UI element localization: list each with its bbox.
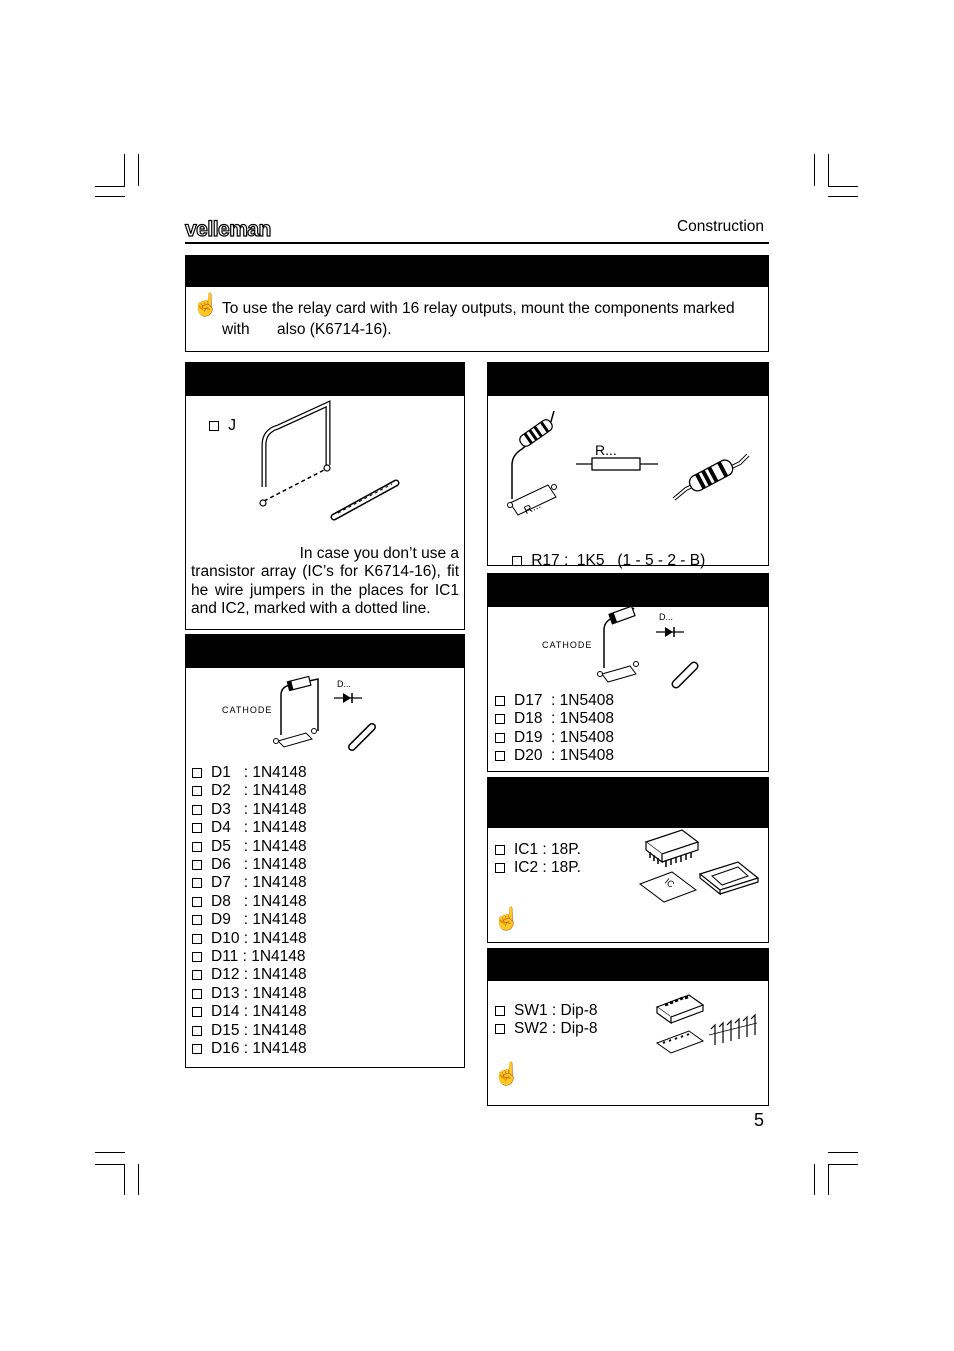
- dip-switch-box: [487, 948, 769, 1106]
- list-item: [192, 1040, 307, 1058]
- list-item: [192, 893, 307, 911]
- ic-socket-header-bar: [488, 778, 768, 828]
- checkbox[interactable]: [192, 1026, 202, 1036]
- jumper-item: [192, 399, 236, 454]
- list-item-label: D3 : 1N4148: [211, 800, 307, 818]
- jumper-note-line-4: and IC2, marked with a dotted line.: [191, 600, 431, 618]
- list-item-label: SW1 : Dip-8: [514, 1002, 598, 1019]
- checkbox[interactable]: [192, 878, 202, 888]
- notice-line-2b: also (K6714-16).: [277, 321, 392, 338]
- list-item-label: D1 : 1N4148: [211, 764, 307, 781]
- dip-switch-list: [495, 1002, 598, 1039]
- list-item-label: D17 : 1N5408: [514, 692, 614, 709]
- list-item: [192, 764, 307, 782]
- list-item-label: D18 : 1N5408: [514, 710, 614, 728]
- resistor-box: [487, 362, 769, 570]
- list-item-label: D19 : 1N5408: [514, 728, 614, 746]
- diode-illustration: [266, 671, 386, 757]
- notice-header-bar: [186, 256, 768, 287]
- checkbox[interactable]: [192, 860, 202, 870]
- list-item: [495, 710, 614, 728]
- list-item: [495, 1020, 598, 1038]
- checkbox[interactable]: [192, 805, 202, 815]
- checkbox[interactable]: [192, 842, 202, 852]
- list-item-label: D4 : 1N4148: [211, 819, 307, 837]
- checkbox[interactable]: [192, 952, 202, 962]
- list-item-label: SW2 : Dip-8: [514, 1020, 598, 1038]
- power-diode-box: [487, 573, 769, 772]
- brand-logo: [185, 218, 271, 242]
- ic-pcb-label: IC: [662, 876, 677, 890]
- diode-list: [192, 764, 307, 1059]
- list-item: [192, 1003, 307, 1021]
- checkbox[interactable]: [192, 970, 202, 980]
- resistor-pcb-label: R...: [522, 499, 543, 517]
- diode-symbol-icon: [656, 626, 684, 638]
- checkbox[interactable]: [192, 989, 202, 999]
- list-item-label: D15 : 1N4148: [211, 1021, 307, 1039]
- ic-socket-list: [495, 841, 581, 878]
- list-item: [192, 819, 307, 837]
- pointing-hand-icon: ☝: [192, 292, 220, 317]
- resistor-item-label: R17 : 1K5 (1 - 5 - 2 - B): [531, 552, 706, 570]
- list-item-label: D16 : 1N4148: [211, 1040, 307, 1058]
- list-item: [192, 911, 307, 929]
- checkbox[interactable]: [192, 768, 202, 778]
- list-item: [192, 966, 307, 984]
- checkbox[interactable]: [192, 915, 202, 925]
- checkbox[interactable]: [192, 934, 202, 944]
- list-item-label: IC1 : 18P.: [514, 841, 581, 858]
- header-rule: [185, 242, 769, 244]
- section-title: Construction: [676, 218, 764, 235]
- jumper-wire-illustration: [246, 395, 416, 525]
- list-item: [192, 801, 307, 819]
- dip-switch-illustration: [653, 989, 765, 1059]
- checkbox[interactable]: [495, 714, 505, 724]
- list-item: [495, 1002, 598, 1020]
- checkbox[interactable]: [495, 696, 505, 706]
- list-item-label: D11 : 1N4148: [211, 948, 306, 966]
- checkbox[interactable]: [512, 556, 522, 566]
- list-item-label: D8 : 1N4148: [211, 892, 307, 910]
- checkbox[interactable]: [192, 1007, 202, 1017]
- jumper-header-bar: [186, 363, 464, 396]
- list-item: [495, 841, 581, 859]
- list-item: [192, 948, 307, 966]
- checkbox[interactable]: [495, 751, 505, 761]
- notice-line-2a: with: [222, 321, 250, 338]
- list-item: [192, 930, 307, 948]
- list-item-label: D20 : 1N5408: [514, 747, 614, 765]
- list-item: [495, 692, 614, 710]
- pointing-hand-icon: ☝: [493, 1061, 521, 1086]
- jumper-note-line-1: In case you don’t use a: [299, 545, 459, 562]
- list-item: [192, 985, 307, 1003]
- ic-socket-box: [487, 777, 769, 943]
- list-item-label: D7 : 1N4148: [211, 874, 307, 892]
- list-item: [495, 729, 614, 747]
- diode-header-bar: [186, 635, 464, 668]
- power-diode-list: [495, 692, 614, 766]
- resistor-symbol-label: R...: [595, 442, 617, 458]
- list-item-label: D14 : 1N4148: [211, 1003, 307, 1021]
- notice-box: [185, 255, 769, 352]
- checkbox[interactable]: [495, 863, 505, 873]
- cathode-label: CATHODE: [542, 640, 593, 650]
- diode-symbol-label: D...: [337, 679, 352, 689]
- jumper-note-line-2: transistor array (IC’s for K6714-16), fit: [191, 563, 459, 581]
- list-item: [192, 838, 307, 856]
- jumper-note: [191, 545, 459, 619]
- page-number: 5: [754, 1110, 765, 1130]
- resistor-header-bar: [488, 363, 768, 396]
- resistor-mounted-icon: [670, 443, 754, 505]
- list-item-label: IC2 : 18P.: [514, 859, 581, 877]
- power-diode-header-bar: [488, 574, 768, 607]
- checkbox[interactable]: [192, 897, 202, 907]
- list-item: [192, 782, 307, 800]
- jumper-note-line-3: he wire jumpers in the places for IC1: [191, 581, 459, 599]
- list-item-label: D2 : 1N4148: [211, 782, 307, 800]
- checkbox[interactable]: [495, 845, 505, 855]
- resistor-symbol-icon: [576, 457, 658, 471]
- diode-box: [185, 634, 465, 1068]
- checkbox[interactable]: [209, 421, 219, 431]
- checkbox[interactable]: [192, 1044, 202, 1054]
- checkbox[interactable]: [192, 786, 202, 796]
- checkbox[interactable]: [495, 1024, 505, 1034]
- list-item: [192, 1022, 307, 1040]
- list-item-label: D6 : 1N4148: [211, 856, 307, 874]
- list-item-label: D12 : 1N4148: [211, 966, 307, 984]
- jumper-item-label: J: [228, 417, 236, 435]
- notice-line-1: To use the relay card with 16 relay outputs, mount the components marked: [222, 300, 735, 317]
- cathode-label: CATHODE: [222, 705, 273, 715]
- list-item: [192, 856, 307, 874]
- power-diode-illustration: [590, 604, 710, 694]
- diode-symbol-label: D...: [659, 612, 674, 622]
- checkbox[interactable]: [192, 823, 202, 833]
- list-item-label: D5 : 1N4148: [211, 837, 307, 855]
- pointing-hand-icon: ☝: [493, 906, 521, 931]
- dip-switch-header-bar: [488, 949, 768, 981]
- jumper-box: [185, 362, 465, 630]
- list-item-label: D10 : 1N4148: [211, 929, 307, 947]
- brand-logo-text: velleman: [185, 218, 271, 241]
- list-item: [495, 859, 581, 877]
- checkbox[interactable]: [495, 1006, 505, 1016]
- list-item-label: D9 : 1N4148: [211, 911, 307, 929]
- diode-symbol-icon: [334, 692, 362, 704]
- list-item-label: D13 : 1N4148: [211, 984, 307, 1002]
- ic-socket-illustration: [638, 828, 762, 904]
- checkbox[interactable]: [495, 733, 505, 743]
- list-item: [192, 874, 307, 892]
- list-item: [495, 747, 614, 765]
